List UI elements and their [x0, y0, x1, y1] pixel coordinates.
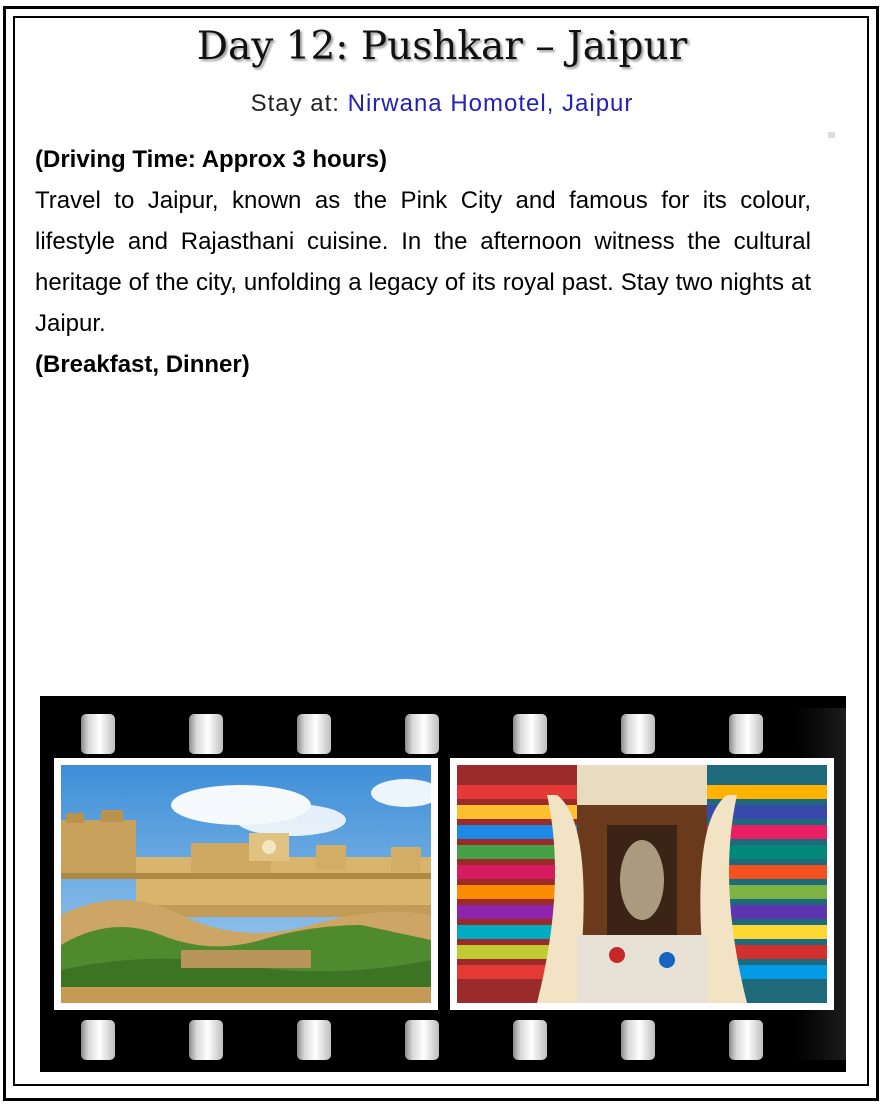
film-sprocket-hole [621, 714, 655, 754]
amber-fort-illustration [61, 765, 431, 1003]
stay-label: Stay at: [250, 90, 348, 117]
film-sprocket-hole [297, 1020, 331, 1060]
film-sprocket-hole [81, 1020, 115, 1060]
stay-line [0, 90, 884, 118]
amber-fort-photo [54, 758, 438, 1010]
textile-shop-photo [450, 758, 834, 1010]
driving-time: (Driving Time: Approx 3 hours) [35, 146, 388, 173]
meals-included: (Breakfast, Dinner) [35, 351, 250, 378]
film-sprocket-hole [621, 1020, 655, 1060]
film-strip [40, 696, 846, 1072]
film-sprocket-hole [513, 714, 547, 754]
film-sprocket-hole [81, 714, 115, 754]
film-sprocket-hole [405, 714, 439, 754]
film-sprocket-hole [297, 714, 331, 754]
textile-shop-illustration [457, 765, 827, 1003]
film-sprocket-hole [513, 1020, 547, 1060]
day-title: Day 12: Pushkar – Jaipur [196, 24, 688, 69]
film-sprocket-hole [729, 1020, 763, 1060]
hotel-name: Nirwana Homotel, Jaipur [347, 90, 634, 117]
film-sprocket-hole [729, 714, 763, 754]
day-description: Travel to Jaipur, known as the Pink City and famous for its colour, lifestyle and Rajasthani cuisine. In the afternoon witness the cultural heritage of the city, unfolding a legacy of its royal past. Stay two nights at Jaipur. [35, 187, 811, 337]
film-sprocket-hole [189, 714, 223, 754]
corner-mark [828, 132, 835, 138]
film-sprocket-hole [189, 1020, 223, 1060]
film-sprocket-hole [405, 1020, 439, 1060]
itinerary-body [35, 139, 811, 385]
